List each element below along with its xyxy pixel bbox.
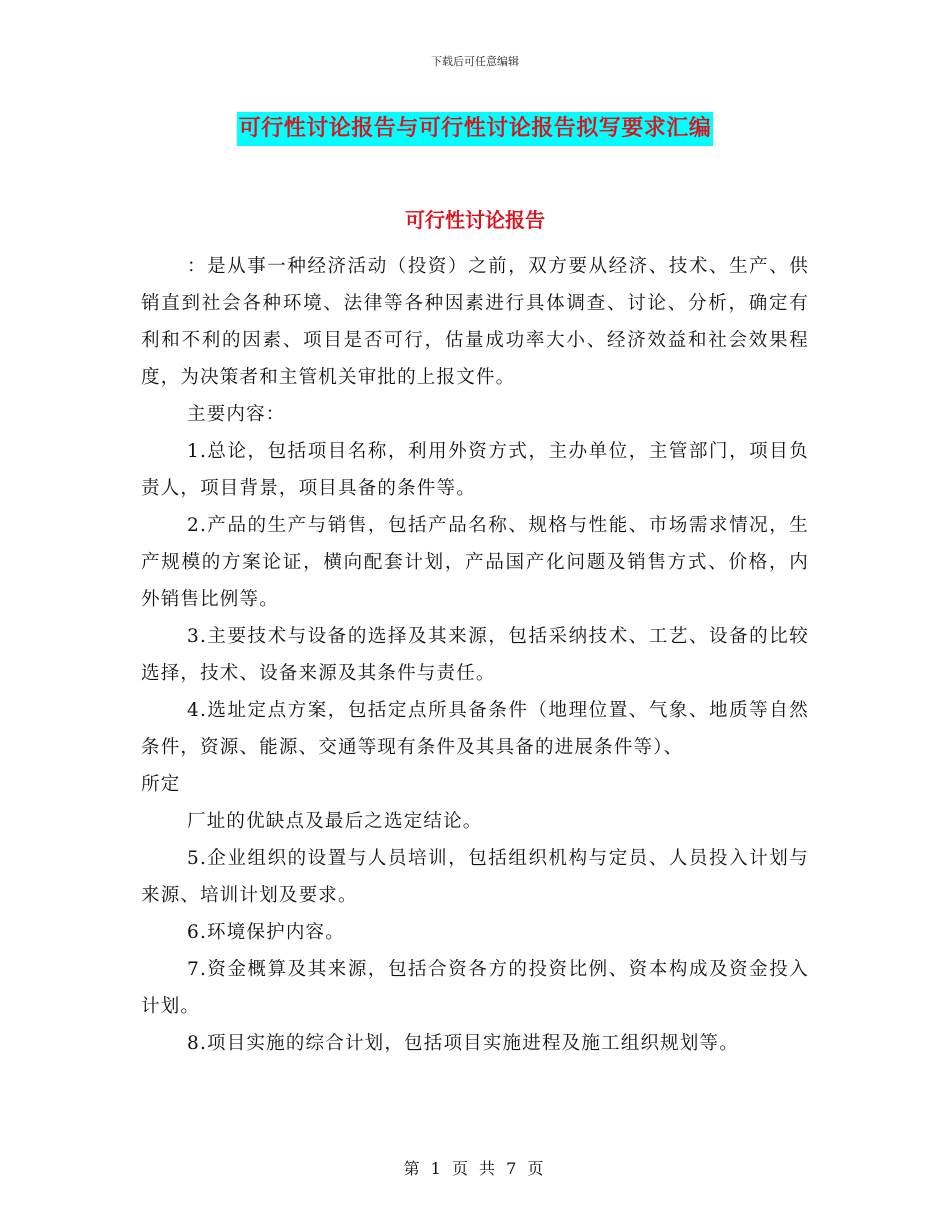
paragraph-definition: ：是从事一种经济活动（投资）之前，双方要从经济、技术、生产、供销直到社会各种环境、法律等各种因素进行具体调查、讨论、分析，确定有利和不利的因素、项目是否可行，估量成功率大小、经济效益和社会效果程度，为决策者和主管机关审批的上报文件。: [141, 256, 809, 388]
paragraph-item-5: 5.企业组织的设置与人员培训，包括组织机构与定员、人员投入计划与来源、培训计划及要求。: [141, 848, 809, 906]
paragraph-item-6: 6.环境保护内容。: [187, 922, 345, 943]
paragraph-item-1: 1.总论，包括项目名称，利用外资方式，主办单位，主管部门，项目负责人，项目背景，项目具备的条件等。: [141, 441, 809, 499]
paragraph-item-3: 3.主要技术与设备的选择及其来源，包括采纳技术、工艺、设备的比较选择，技术、设备来源及其条件与责任。: [141, 626, 809, 684]
paragraph-main-content-heading: 主要内容：: [187, 404, 286, 425]
main-title-container: [0, 112, 950, 146]
page-number: 第 1 页 共 7 页: [403, 1159, 547, 1178]
section-title: 可行性讨论报告: [405, 208, 545, 232]
document-main-title: 可行性讨论报告与可行性讨论报告拟写要求汇编: [237, 112, 714, 146]
header-note: 下载后可任意编辑: [431, 55, 519, 68]
document-body: [141, 248, 809, 1062]
paragraph-item-7: 7.资金概算及其来源，包括合资各方的投资比例、资本构成及资金投入计划。: [141, 959, 809, 1017]
paragraph-item-2: 2.产品的生产与销售，包括产品名称、规格与性能、市场需求情况，生产规模的方案论证，横向配套计划，产品国产化问题及销售方式、价格，内外销售比例等。: [141, 515, 809, 610]
paragraph-item-4-site: 厂址的优缺点及最后之选定结论。: [187, 811, 483, 832]
paragraph-item-4-continuation: 所定: [141, 774, 181, 795]
paragraph-item-8: 8.项目实施的综合计划，包括项目实施进程及施工组织规划等。: [187, 1033, 739, 1054]
paragraph-item-4: 4.选址定点方案，包括定点所具备条件（地理位置、气象、地质等自然条件，资源、能源、交通等现有条件及其具备的进展条件等）、: [141, 700, 809, 758]
